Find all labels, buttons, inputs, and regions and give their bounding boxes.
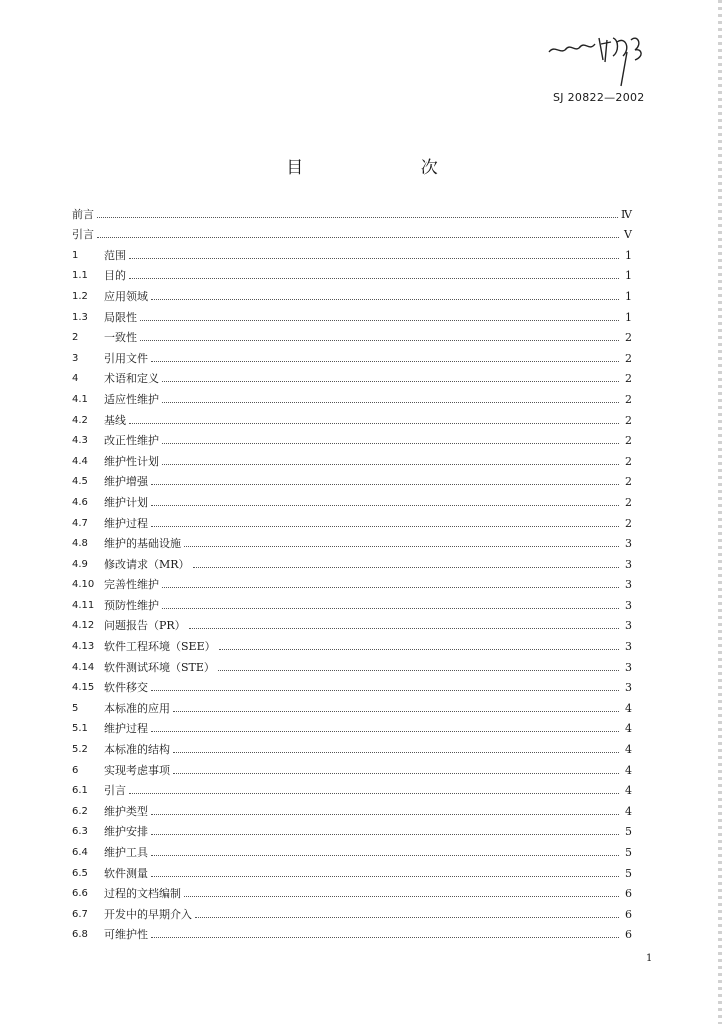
- toc-entry-number: 1.2: [72, 290, 88, 302]
- toc-entry[interactable]: [72, 591, 632, 612]
- toc-dot-leader: [162, 381, 619, 382]
- toc-entry-number: 6.6: [72, 888, 88, 900]
- toc-entry-title: 维护的基础设施: [104, 537, 181, 551]
- toc-entry-page: 2: [625, 454, 632, 468]
- toc-entry[interactable]: [72, 282, 632, 303]
- toc-entry-page: 3: [625, 557, 632, 571]
- toc-entry[interactable]: [72, 859, 632, 880]
- toc-entry[interactable]: [72, 427, 632, 448]
- toc-entry-page: 3: [625, 598, 632, 612]
- toc-entry-page: 4: [625, 804, 632, 818]
- toc-entry-number: 5: [72, 702, 79, 714]
- toc-entry-title: 维护过程: [104, 722, 148, 736]
- toc-entry[interactable]: [72, 262, 632, 283]
- toc-dot-leader: [162, 402, 619, 403]
- toc-entry-number: 4.5: [72, 476, 88, 488]
- toc-entry-page: 6: [625, 907, 632, 921]
- toc-entry-title: 一致性: [104, 331, 137, 345]
- toc-dot-leader: [173, 711, 619, 712]
- toc-entry-number: 4.8: [72, 538, 88, 550]
- toc-entry[interactable]: [72, 612, 632, 633]
- toc-entry[interactable]: [72, 571, 632, 592]
- toc-dot-leader: [129, 258, 619, 259]
- toc-entry[interactable]: [72, 200, 632, 221]
- toc-entry-page: 2: [625, 372, 632, 386]
- toc-entry-number: 6: [72, 764, 79, 776]
- toc-dot-leader: [151, 876, 619, 877]
- toc-entry[interactable]: [72, 880, 632, 901]
- toc-entry[interactable]: [72, 797, 632, 818]
- toc-entry[interactable]: [72, 632, 632, 653]
- toc-entry-page: 2: [625, 351, 632, 365]
- page-number: 1: [646, 953, 653, 964]
- toc-entry[interactable]: [72, 756, 632, 777]
- toc-entry-page: Ⅴ: [624, 228, 632, 242]
- toc-dot-leader: [151, 526, 619, 527]
- toc-entry-number: 4.9: [72, 558, 88, 570]
- toc-entry-number: 6.8: [72, 929, 88, 941]
- page-title: 目 次: [286, 158, 494, 178]
- toc-dot-leader: [151, 855, 619, 856]
- toc-entry-number: 4.13: [72, 641, 95, 653]
- toc-dot-leader: [129, 278, 619, 279]
- toc-entry[interactable]: [72, 715, 632, 736]
- toc-entry-title: 前言: [72, 207, 94, 221]
- toc-entry-page: 2: [625, 475, 632, 489]
- toc-entry-page: 5: [625, 825, 632, 839]
- toc-dot-leader: [151, 299, 619, 300]
- toc-dot-leader: [151, 505, 619, 506]
- toc-entry-number: 5.2: [72, 744, 88, 756]
- toc-dot-leader: [189, 628, 619, 629]
- toc-entry-title: 完善性维护: [104, 578, 159, 592]
- toc-dot-leader: [162, 608, 619, 609]
- toc-entry-page: 4: [625, 763, 632, 777]
- toc-entry-title: 维护计划: [104, 495, 148, 509]
- toc-dot-leader: [151, 484, 619, 485]
- toc-entry[interactable]: [72, 468, 632, 489]
- toc-entry-page: 2: [625, 392, 632, 406]
- toc-dot-leader: [151, 814, 619, 815]
- toc-entry[interactable]: [72, 921, 632, 942]
- toc-entry-page: 3: [625, 660, 632, 674]
- toc-entry-page: 3: [625, 640, 632, 654]
- toc-entry-number: 4.11: [72, 599, 95, 611]
- toc-entry-page: 1: [625, 248, 632, 262]
- standard-code: SJ 20822—2002: [553, 91, 645, 104]
- toc-entry-title: 软件测量: [104, 866, 148, 880]
- toc-entry-title: 实现考虑事项: [104, 763, 170, 777]
- toc-dot-leader: [151, 834, 619, 835]
- toc-entry-page: 6: [625, 887, 632, 901]
- toc-entry-title: 问题报告（PR）: [104, 619, 186, 633]
- toc-entry-title: 维护性计划: [104, 454, 159, 468]
- toc-dot-leader: [184, 546, 619, 547]
- toc-entry-title: 引用文件: [104, 351, 148, 365]
- toc-entry-page: 1: [625, 310, 632, 324]
- toc-entry-page: 2: [625, 331, 632, 345]
- toc-entry-number: 6.7: [72, 908, 88, 920]
- toc-entry-number: 5.1: [72, 723, 88, 735]
- toc-entry-number: 4.15: [72, 682, 95, 694]
- toc-entry-number: 4.1: [72, 393, 88, 405]
- toc-dot-leader: [129, 423, 619, 424]
- toc-entry-number: 4.4: [72, 455, 88, 467]
- toc-dot-leader: [140, 320, 619, 321]
- toc-entry-title: 维护过程: [104, 516, 148, 530]
- toc-entry[interactable]: [72, 324, 632, 345]
- toc-entry-page: 3: [625, 619, 632, 633]
- toc-dot-leader: [151, 937, 619, 938]
- toc-dot-leader: [193, 567, 619, 568]
- toc-entry-number: 1.1: [72, 270, 88, 282]
- toc-entry-title: 过程的文档编制: [104, 887, 181, 901]
- toc-dot-leader: [195, 917, 619, 918]
- toc-entry-page: 2: [625, 413, 632, 427]
- toc-entry-title: 预防性维护: [104, 598, 159, 612]
- toc-entry-title: 引言: [72, 228, 94, 242]
- toc-entry[interactable]: [72, 406, 632, 427]
- toc-entry-title: 本标准的应用: [104, 701, 170, 715]
- toc-entry-title: 维护类型: [104, 804, 148, 818]
- toc-dot-leader: [151, 361, 619, 362]
- toc-entry-title: 目的: [104, 269, 126, 283]
- toc-entry-number: 4: [72, 373, 79, 385]
- toc-entry-page: 3: [625, 578, 632, 592]
- toc-entry[interactable]: [72, 344, 632, 365]
- toc-entry[interactable]: [72, 488, 632, 509]
- toc-entry-title: 修改请求（MR）: [104, 557, 190, 571]
- toc-dot-leader: [184, 896, 619, 897]
- toc-entry-title: 软件移交: [104, 681, 148, 695]
- toc-entry-number: 6.1: [72, 785, 88, 797]
- toc-entry[interactable]: [72, 838, 632, 859]
- toc-entry[interactable]: [72, 550, 632, 571]
- toc-entry-title: 改正性维护: [104, 434, 159, 448]
- toc-entry-page: 2: [625, 495, 632, 509]
- toc-entry[interactable]: [72, 530, 632, 551]
- toc-entry-title: 维护增强: [104, 475, 148, 489]
- toc-entry[interactable]: [72, 735, 632, 756]
- toc-entry-page: 4: [625, 743, 632, 757]
- toc-entry[interactable]: [72, 221, 632, 242]
- toc-entry-number: 4.12: [72, 620, 95, 632]
- toc-entry-number: 4.2: [72, 414, 88, 426]
- toc-entry-page: 4: [625, 722, 632, 736]
- toc-entry-title: 维护工具: [104, 846, 148, 859]
- toc-entry-title: 范围: [104, 248, 126, 262]
- toc-entry-number: 4.10: [72, 579, 95, 591]
- toc-entry-page: 4: [625, 701, 632, 715]
- toc-entry[interactable]: [72, 385, 632, 406]
- toc-entry-page: 3: [625, 537, 632, 551]
- toc-entry-page: 5: [625, 846, 632, 859]
- toc-entry-number: 6.5: [72, 867, 88, 879]
- toc-entry-title: 引言: [104, 784, 126, 798]
- toc-entry-number: 6.3: [72, 826, 88, 838]
- toc-entry-title: 适应性维护: [104, 392, 159, 406]
- toc-entry-title: 维护安排: [104, 825, 148, 839]
- toc-dot-leader: [162, 464, 619, 465]
- toc-dot-leader: [140, 340, 619, 341]
- toc-dot-leader: [218, 670, 619, 671]
- toc-dot-leader: [97, 217, 618, 218]
- toc-entry-number: 1.3: [72, 311, 88, 323]
- toc-entry-page: 1: [625, 289, 632, 303]
- toc-entry-title: 术语和定义: [104, 372, 159, 386]
- toc-dot-leader: [173, 773, 619, 774]
- toc-dot-leader: [129, 793, 619, 794]
- toc-entry-title: 本标准的结构: [104, 743, 170, 757]
- toc-entry-title: 局限性: [104, 310, 137, 324]
- toc-entry[interactable]: [72, 509, 632, 530]
- toc-entry-number: 4.6: [72, 496, 88, 508]
- toc-entry[interactable]: [72, 674, 632, 695]
- toc-entry-title: 开发中的早期介入: [104, 907, 192, 921]
- toc-entry-page: Ⅳ: [621, 207, 632, 221]
- toc-entry-title: 基线: [104, 413, 126, 427]
- toc-entry-title: 软件工程环境（SEE）: [104, 640, 216, 654]
- toc-entry-page: 2: [625, 434, 632, 448]
- toc-entry-number: 6.4: [72, 847, 88, 858]
- toc-entry-number: 1: [72, 249, 79, 261]
- toc-entry-number: 4.14: [72, 661, 95, 673]
- toc-entry-number: 3: [72, 352, 79, 364]
- toc-dot-leader: [173, 752, 619, 753]
- toc-dot-leader: [162, 443, 619, 444]
- toc-entry[interactable]: [72, 777, 632, 798]
- toc-entry-title: 软件测试环境（STE）: [104, 660, 215, 674]
- toc-dot-leader: [162, 587, 619, 588]
- toc-entry[interactable]: [72, 365, 632, 386]
- table-of-contents: [72, 200, 632, 941]
- toc-dot-leader: [219, 649, 619, 650]
- toc-entry[interactable]: [72, 241, 632, 262]
- toc-dot-leader: [151, 731, 619, 732]
- toc-entry-page: 5: [625, 866, 632, 880]
- toc-dot-leader: [97, 237, 619, 238]
- toc-entry-page: 4: [625, 784, 632, 798]
- toc-entry-title: 应用领域: [104, 289, 148, 303]
- toc-entry[interactable]: [72, 303, 632, 324]
- toc-entry[interactable]: [72, 447, 632, 468]
- toc-entry[interactable]: [72, 818, 632, 839]
- toc-entry-number: 2: [72, 332, 79, 344]
- toc-entry-page: 6: [625, 928, 632, 942]
- toc-entry[interactable]: [72, 900, 632, 921]
- toc-dot-leader: [151, 690, 619, 691]
- toc-entry-page: 1: [625, 269, 632, 283]
- toc-entry-number: 4.7: [72, 517, 88, 529]
- toc-entry-number: 6.2: [72, 805, 88, 817]
- toc-entry-title: 可维护性: [104, 928, 148, 942]
- toc-entry-page: 2: [625, 516, 632, 530]
- toc-entry[interactable]: [72, 694, 632, 715]
- toc-entry[interactable]: [72, 653, 632, 674]
- toc-entry-number: 4.3: [72, 435, 88, 447]
- toc-entry-page: 3: [625, 681, 632, 695]
- handwritten-signature: [545, 30, 655, 90]
